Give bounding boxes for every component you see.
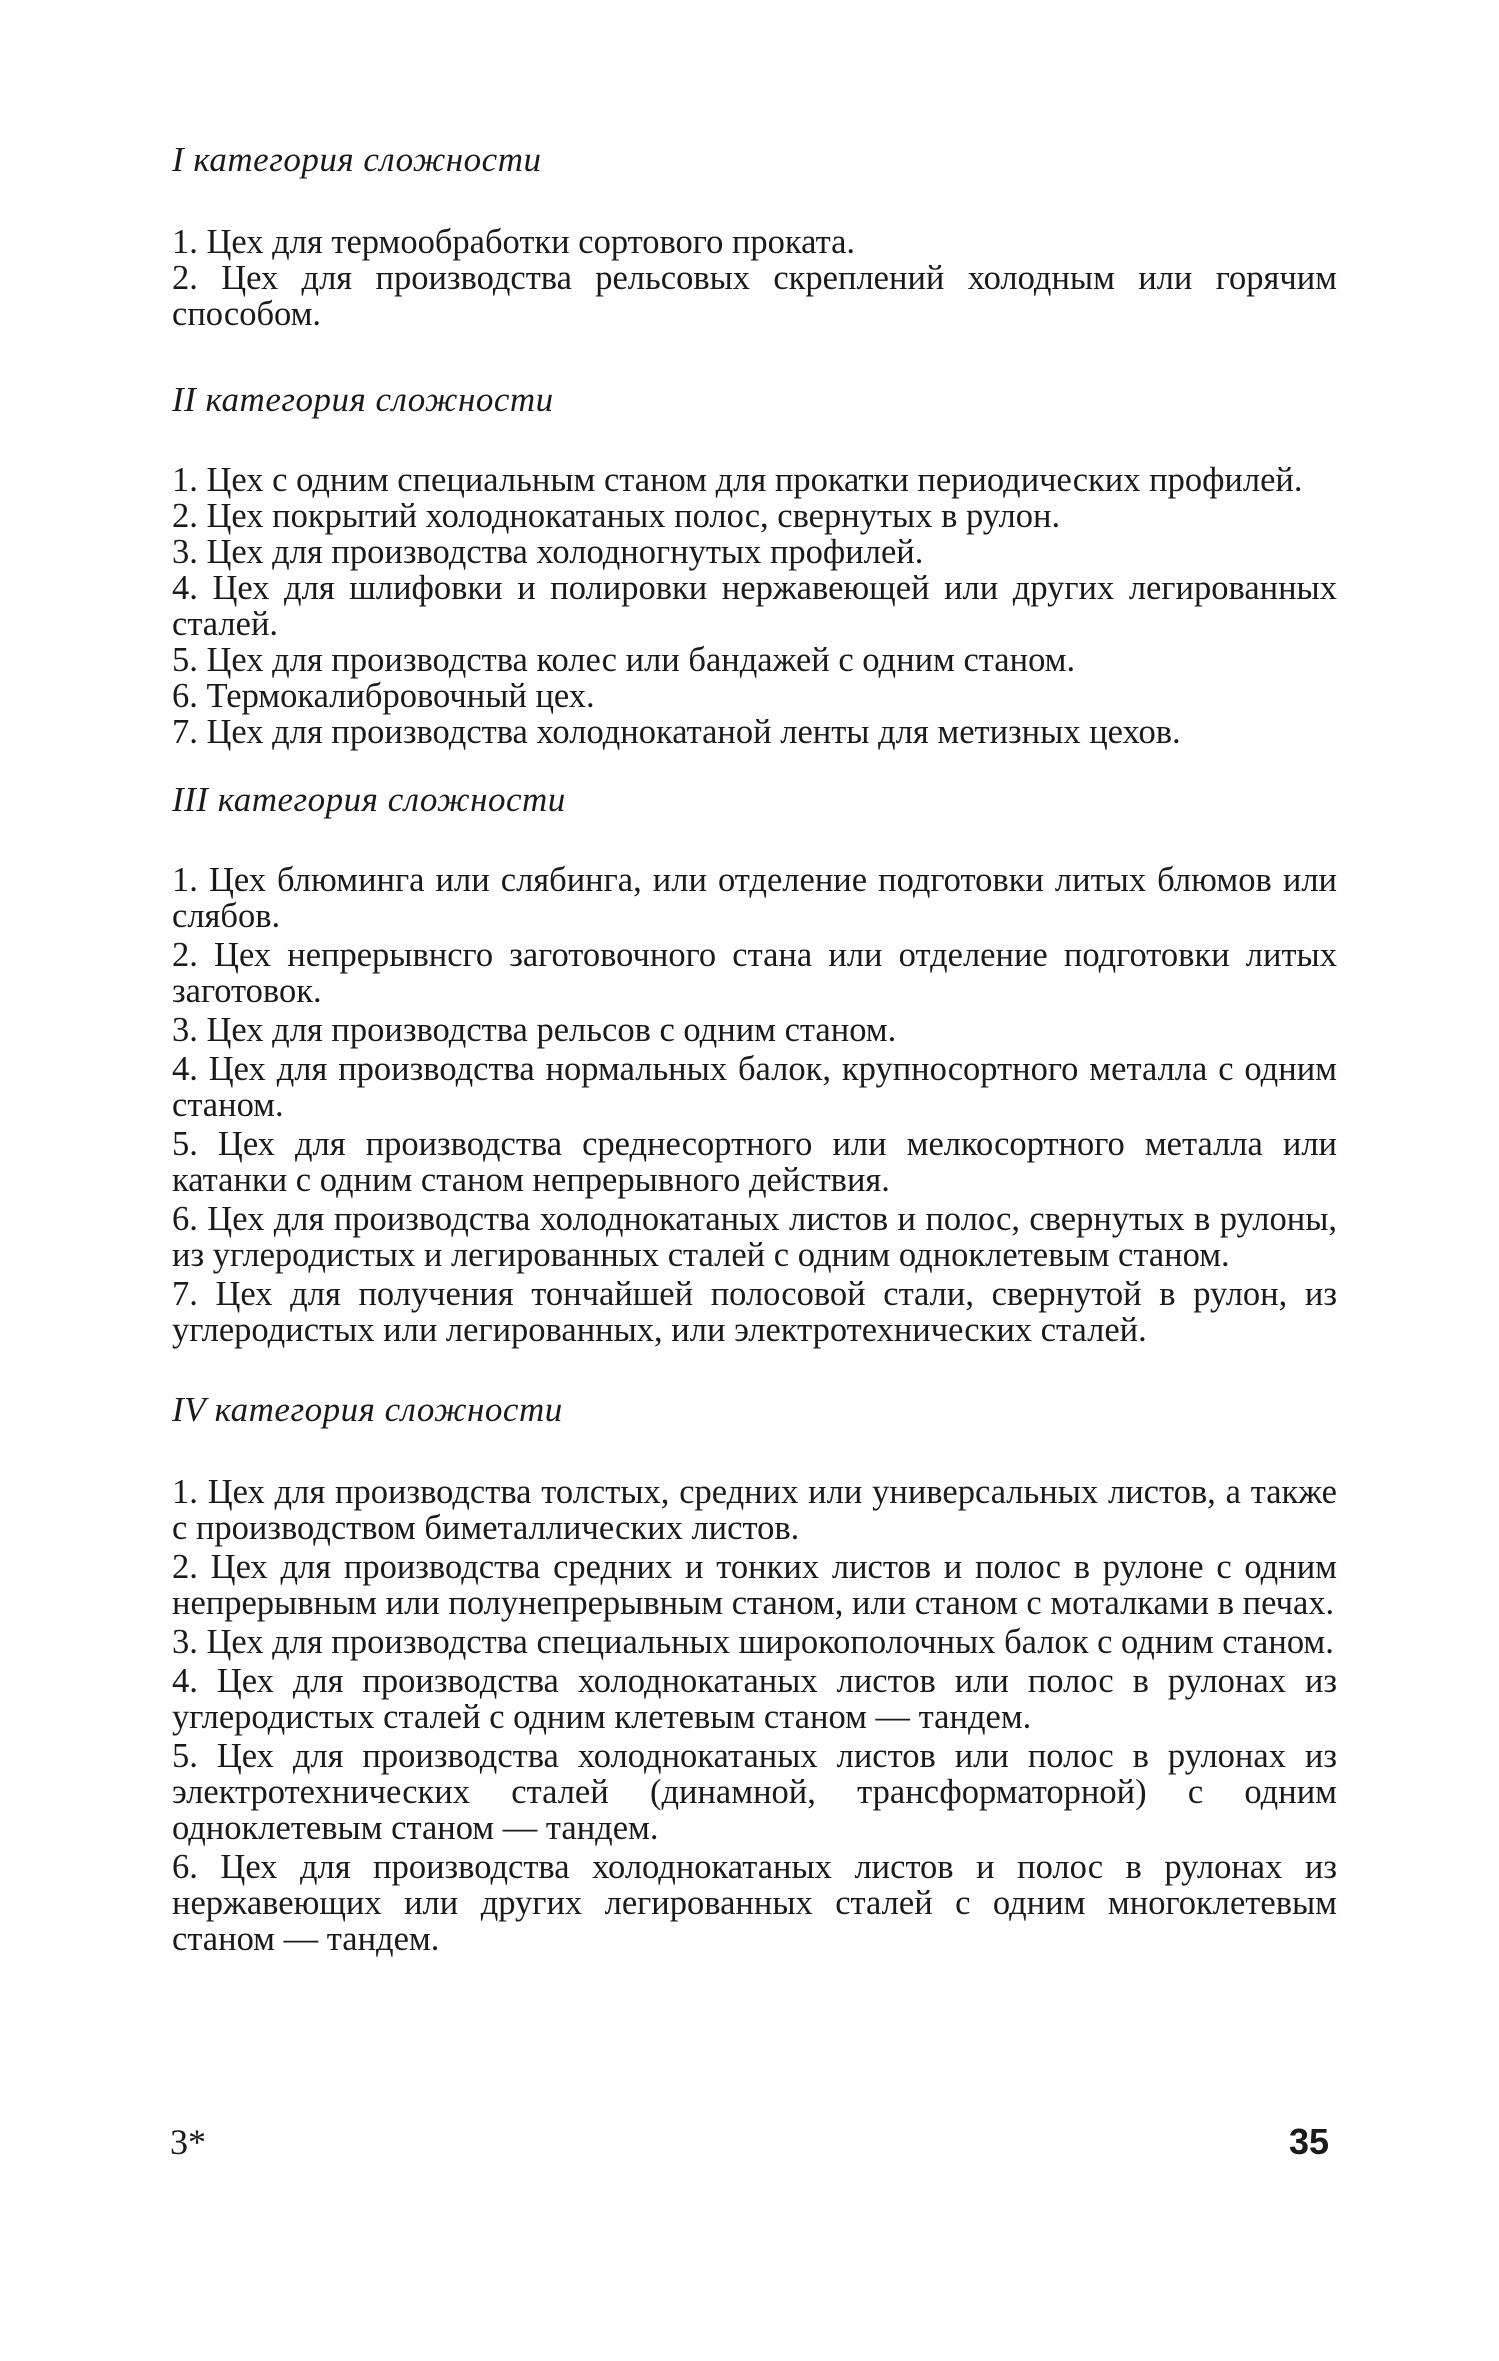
list-item: 6. Цех для производства холоднокатаных листов и полос в рулонах из нержавеющих или других легированных сталей с одним многоклетевым станом — тандем. [172, 1848, 1337, 1958]
item-list [172, 224, 1337, 332]
item-list [172, 462, 1337, 750]
document-page [172, 140, 1337, 1957]
section-category-1 [172, 140, 1337, 332]
list-item: 6. Цех для производства холоднокатаных листов и полос, свернутых в рулоны, из углеродистых и легированных сталей с одним одноклетевым станом. [172, 1200, 1337, 1274]
signature-mark: 3* [170, 2122, 206, 2162]
list-item: 3. Цех для производства специальных широкополочных балок с одним станом. [172, 1623, 1334, 1661]
list-item: 1. Цех для производства толстых, средних или универсальных листов, а также с производством биметаллических листов. [172, 1473, 1337, 1547]
list-item: 1. Цех с одним специальным станом для прокатки периодических профилей. [172, 461, 1303, 499]
list-item: 3. Цех для производства холодногнутых профилей. [172, 533, 924, 571]
list-item: 5. Цех для производства колес или бандажей с одним станом. [172, 641, 1076, 679]
list-item: 4. Цех для производства холоднокатаных листов или полос в рулонах из углеродистых сталей с одним клетевым станом — тандем. [172, 1662, 1337, 1736]
section-heading: II категория сложности [172, 380, 554, 419]
section-heading: I категория сложности [172, 140, 542, 179]
section-category-4 [172, 1390, 1337, 1957]
section-category-2 [172, 380, 1337, 750]
list-item: 7. Цех для производства холоднокатаной ленты для метизных цехов. [172, 713, 1181, 751]
list-item: 2. Цех покрытий холоднокатаных полос, свернутых в рулон. [172, 497, 1061, 535]
list-item: 2. Цех непрерывнсго заготовочного стана или отделение подготовки литых заготовок. [172, 936, 1337, 1010]
item-list [172, 862, 1337, 1348]
list-item: 7. Цех для получения тончайшей полосовой стали, свернутой в рулон, из углеродистых или легированных, или электротехнических сталей. [172, 1275, 1337, 1349]
list-item: 1. Цех для термообработки сортового проката. [172, 223, 856, 261]
list-item: 3. Цех для производства рельсов с одним станом. [172, 1011, 897, 1049]
page-number: 35 [1289, 2121, 1330, 2162]
list-item: 2. Цех для производства средних и тонких листов и полос в рулоне с одним непрерывным или полунепрерывным станом, или станом с моталками в печах. [172, 1548, 1337, 1622]
section-category-3 [172, 780, 1337, 1348]
section-heading: III категория сложности [172, 780, 566, 819]
list-item: 4. Цех для шлифовки и полировки нержавеющей или других легированных сталей. [172, 569, 1337, 643]
list-item: 2. Цех для производства рельсовых скреплений холодным или горячим способом. [172, 259, 1337, 333]
list-item: 4. Цех для производства нормальных балок, крупносортного металла с одним станом. [172, 1050, 1337, 1124]
list-item: 1. Цех блюминга или слябинга, или отделение подготовки литых блюмов или слябов. [172, 861, 1337, 935]
list-item: 5. Цех для производства среднесортного или мелкосортного металла или катанки с одним станом непрерывного действия. [172, 1125, 1337, 1199]
item-list [172, 1474, 1337, 1957]
section-heading: IV категория сложности [172, 1390, 563, 1429]
list-item: 6. Термокалибровочный цех. [172, 677, 595, 715]
list-item: 5. Цех для производства холоднокатаных листов или полос в рулонах из электротехнических сталей (динамной, трансформаторной) с одним одноклетевым станом — тандем. [172, 1737, 1337, 1847]
